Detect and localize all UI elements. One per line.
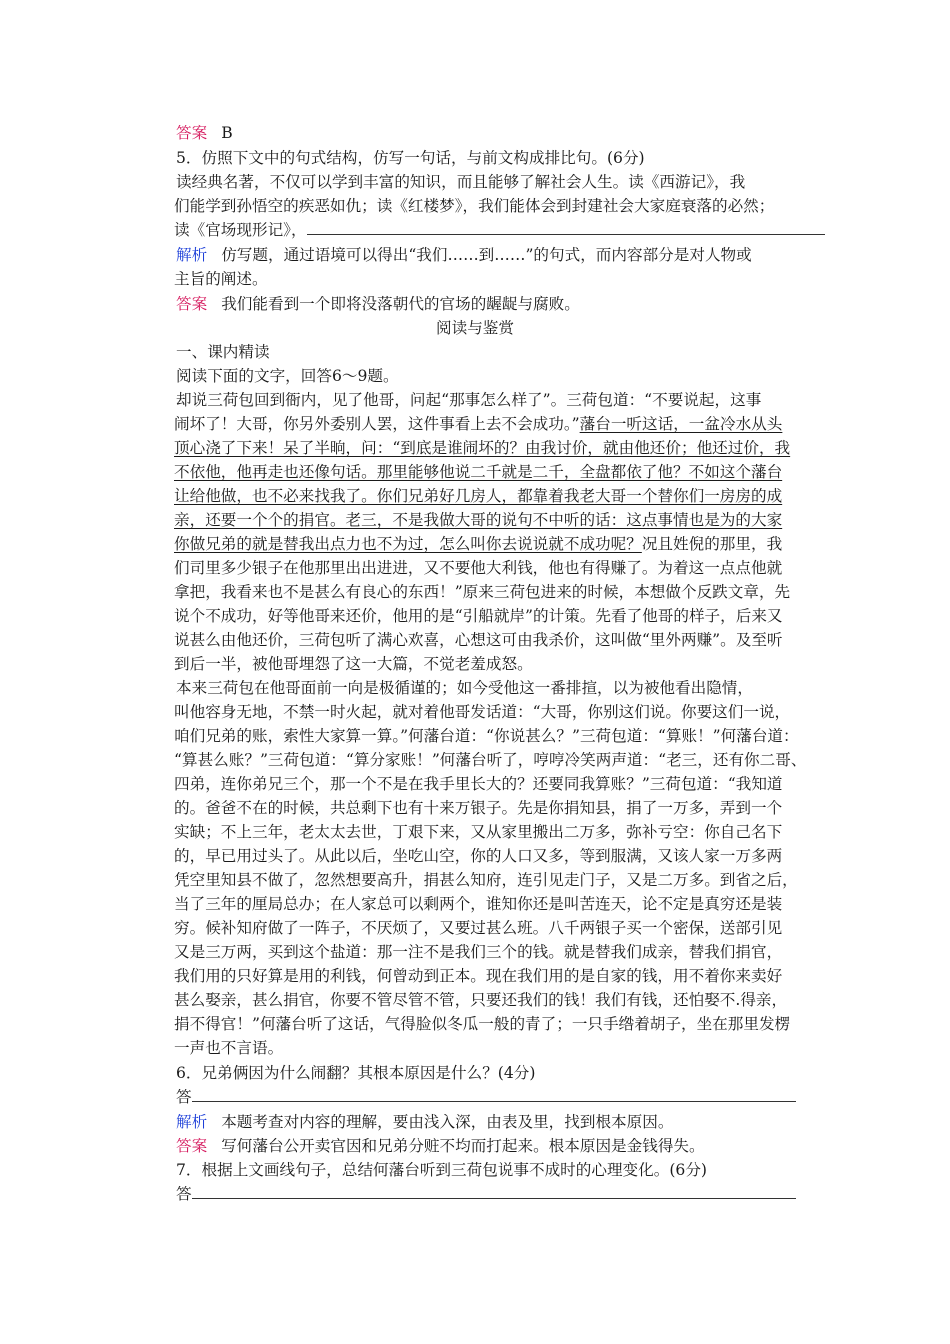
- q6-answer-line: [176, 1085, 816, 1109]
- question-6-stem: 6．兄弟俩因为什么闹翻？其根本原因是什么？(4分): [176, 1064, 536, 1082]
- q5-text-line-1: 读经典名著，不仅可以学到丰富的知识，而且能够了解社会人生。读《西游记》，我: [176, 173, 746, 191]
- passage-line: 的。爸爸不在的时候，共总剩下也有十来万银子。先是你捐知县，捐了一万多，弄到一个: [174, 799, 783, 817]
- passage-line: 实缺；不上三年，老太太去世，丁艰下来，又从家里搬出二万多，弥补亏空：你自己名下: [174, 823, 783, 841]
- q6-analysis-line: [176, 1110, 816, 1134]
- passage-line: 穷。候补知府做了一阵子，不厌烦了，又要过甚么班。八千两银子买一个密保，送部引见: [174, 919, 783, 937]
- passage-line: [174, 412, 814, 436]
- q5-text-line-2: 们能学到孙悟空的疾恶如仇；读《红楼梦》，我们能体会到封建社会大家庭衰落的必然；: [174, 197, 775, 215]
- answer-tag: 答案: [176, 1137, 208, 1155]
- passage-line: 的，早已用过头了。从此以后，坐吃山空，你的人口又多，等到服满，又该人家一万多两: [174, 847, 783, 865]
- part-heading: 一、课内精读: [176, 343, 270, 361]
- passage-line: 我们用的只好算是用的利钱，何曾动到正本。现在我们用的是自家的钱，用不着你来卖好: [174, 967, 783, 985]
- passage-line: 却说三荷包回到衙内，见了他哥，问起“那事怎么样了”。三荷包道：“不要说起，这事: [176, 391, 762, 409]
- passage-text: 况且姓倪的那里，我: [641, 535, 783, 553]
- passage-text: 闹坏了！大哥，你另外委别人罢，这件事看上去不会成功。”: [174, 415, 580, 433]
- answer-prefix: 答: [176, 1088, 192, 1106]
- q5-answer-line: [176, 292, 816, 316]
- section-title: 阅读与鉴赏: [436, 319, 514, 337]
- answer-line-prev: [176, 121, 816, 145]
- answer-tag: 答案: [176, 295, 208, 313]
- q6-answer-text: 写何藩台公开卖官因和兄弟分赃不均而打起来。根本原因是金钱得失。: [221, 1137, 705, 1155]
- passage-line: [174, 532, 814, 556]
- q5-text-line-3-content: 读《官场现形记》，: [174, 221, 307, 239]
- underlined-passage-line: 让给他做，也不必来找我了。你们兄弟好几房人，都靠着我老大哥一个替你们一房房的成: [174, 487, 783, 505]
- passage-line: “算甚么账？”三荷包道：“算分家账！”何藩台听了，哼哼冷笑两声道：“老三，还有你二哥、: [174, 751, 807, 769]
- passage-line: 拿把，我看来也不是甚么有良心的东西！”原来三荷包进来的时候，本想做个反跌文章，先: [174, 583, 791, 601]
- passage-line: 说个不成功，好等他哥来还价，他用的是“引船就岸”的计策。先看了他哥的样子，后来又: [174, 607, 783, 625]
- underlined-passage-line: 顶心浇了下来！呆了半晌，问：“到底是谁闹坏的？由我讨价，就由他还价；他还过价，我: [174, 439, 791, 457]
- q5-analysis-line-2: 主旨的阐述。: [174, 270, 268, 288]
- passage-line: 们司里多少银子在他那里出出进进，又不要他大利钱，他也有得赚了。为着这一点点他就: [174, 559, 783, 577]
- passage-line: 又是三万两，买到这个盐道：那一注不是我们三个的钱。就是替我们成亲，替我们捐官，: [174, 943, 783, 961]
- question-5-stem: 5．仿照下文中的句式结构，仿写一句话，与前文构成排比句。(6分): [176, 149, 645, 167]
- passage-line: 四弟，连你弟兄三个，那一个不是在我手里长大的？还要同我算账？”三荷包道：“我知道: [174, 775, 783, 793]
- underlined-passage-line: 亲，还要一个个的捐官。老三，不是我做大哥的说句不中听的话：这点事情也是为的大家: [174, 511, 783, 529]
- q7-answer-line: [176, 1182, 816, 1206]
- q6-analysis-text: 本题考查对内容的理解，要由浅入深，由表及里，找到根本原因。: [221, 1113, 674, 1131]
- passage-line: 凭空里知县不做了，忽然想要高升，捐甚么知府，连引见走门子，又是二万多。到省之后，: [174, 871, 798, 889]
- passage-line: 一声也不言语。: [174, 1039, 284, 1057]
- q5-analysis-text: 仿写题，通过语境可以得出“我们……到……”的句式，而内容部分是对人物或: [221, 246, 752, 264]
- passage-line: 当了三年的厘局总办；在人家总可以剩两个，谁知你还是叫苦连天，论不定是真穷还是装: [174, 895, 783, 913]
- passage-line: 说甚么由他还价，三荷包听了满心欢喜，心想这可由我杀价，这叫做“里外两赚”。及至听: [174, 631, 783, 649]
- underlined-passage-line: 不依他，他再走也还像句话。那里能够他说二千就是二千，全盘都依了他？不如这个藩台: [174, 463, 783, 481]
- answer-blank[interactable]: [192, 1085, 796, 1102]
- analysis-tag: 解析: [176, 1113, 208, 1131]
- passage-line: 咱们兄弟的账，索性大家算一算。”何藩台道：“你说甚么？”三荷包道：“算账！”何藩台道：: [174, 727, 799, 745]
- underlined-text: 藩台一听这话，一盆冷水从头: [579, 415, 783, 433]
- passage-line: 甚么娶亲，甚么捐官，你要不管尽管不管，只要还我们的钱！我们有钱，还怕娶不.得亲，: [174, 991, 788, 1009]
- answer-blank[interactable]: [192, 1182, 796, 1199]
- underlined-text: 你做兄弟的就是替我出点力也不为过，怎么叫你去说说就不成功呢？: [174, 535, 642, 553]
- q6-answer-key-line: [176, 1134, 816, 1158]
- q5-text-line-3: [174, 218, 814, 242]
- answer-blank[interactable]: [307, 218, 825, 235]
- answer-tag: 答案: [176, 124, 208, 142]
- q5-answer-text: 我们能看到一个即将没落朝代的官场的龌龊与腐败。: [221, 295, 580, 313]
- analysis-tag: 解析: [176, 246, 208, 264]
- passage-line: 捐不得官！”何藩台听了这话，气得脸似冬瓜一般的青了；一只手绺着胡子，坐在那里发楞: [174, 1015, 791, 1033]
- answer-prefix: 答: [176, 1185, 192, 1203]
- reading-instruction: 阅读下面的文字，回答6～9题。: [176, 367, 399, 385]
- answer-value: B: [221, 124, 233, 142]
- passage-line: 叫他容身无地，不禁一时火起，就对着他哥发话道：“大哥，你别这们说。你要这们一说，: [174, 703, 791, 721]
- q5-analysis-line-1: [176, 243, 816, 267]
- passage-line: 本来三荷包在他哥面前一向是极循谨的；如今受他这一番排揎，以为被他看出隐情，: [176, 679, 753, 697]
- question-7-stem: 7．根据上文画线句子，总结何藩台听到三荷包说事不成时的心理变化。(6分): [176, 1161, 708, 1179]
- passage-line: 到后一半，被他哥埋怨了这一大篇，不觉老羞成怒。: [174, 655, 533, 673]
